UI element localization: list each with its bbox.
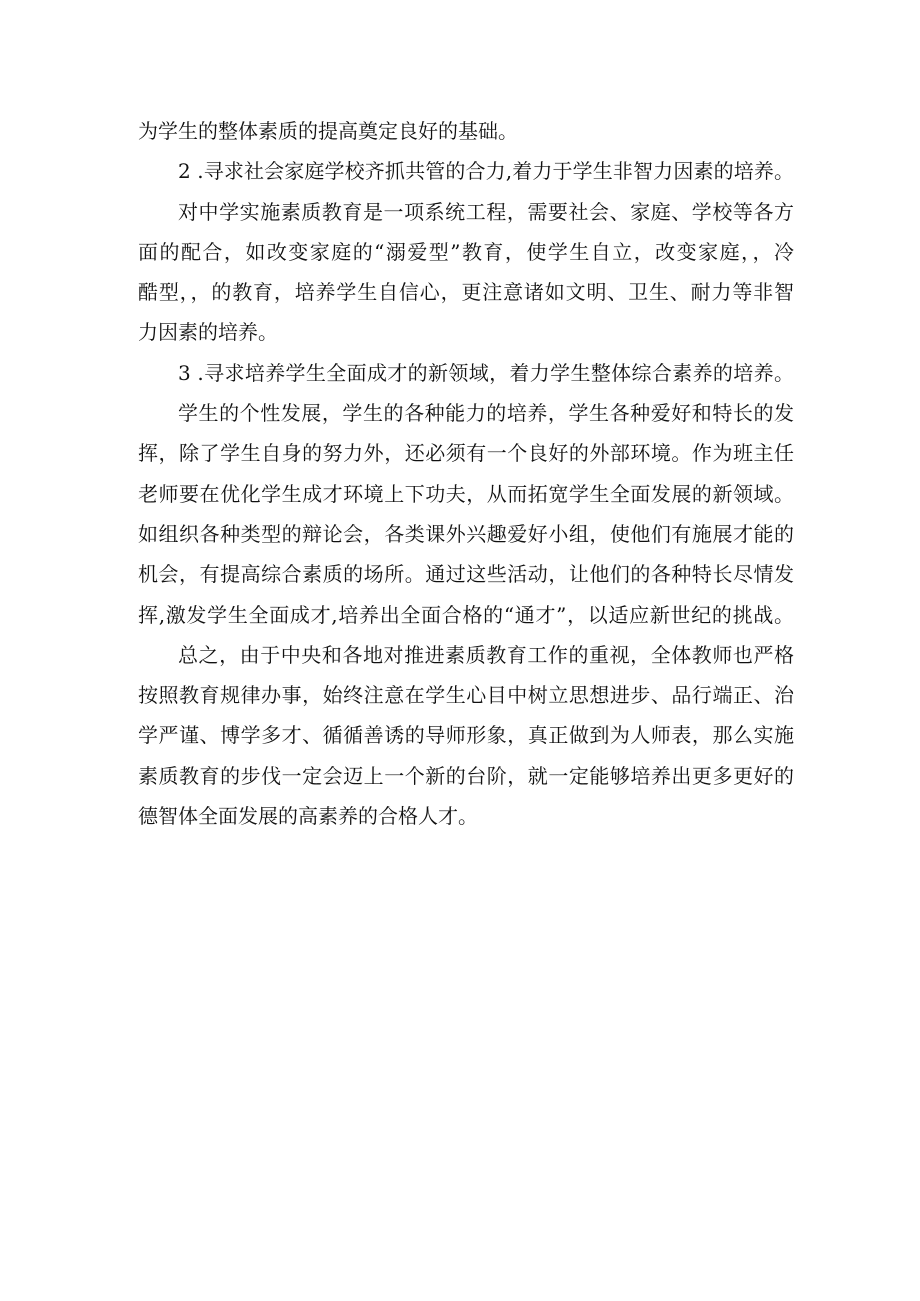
text-line: 素质教育的步伐一定会迈上一个新的台阶，就一定能够培养出更多更好的 [138, 763, 794, 788]
text-line: 挥，除了学生自身的努力外，还必须有一个良好的外部环境。作为班主任 [138, 441, 794, 466]
text-line: 如组织各种类型的辩论会，各类课外兴趣爱好小组，使他们有施展才能的 [138, 521, 794, 546]
text-line: 2 .寻求社会家庭学校齐抓共管的合力,着力于学生非智力因素的培养。 [178, 159, 794, 184]
text-line: 面的配合，如改变家庭的“溺爱型”教育，使学生自立，改变家庭，，冷 [138, 239, 794, 264]
text-line: 总之，由于中央和各地对推进素质教育工作的重视，全体教师也严格 [178, 642, 794, 667]
text-line: 力因素的培养。 [138, 320, 278, 345]
text-line: 按照教育规律办事，始终注意在学生心目中树立思想进步、品行端正、治 [138, 683, 794, 708]
text-line: 为学生的整体素质的提高奠定良好的基础。 [138, 119, 518, 143]
text-line: 3 .寻求培养学生全面成才的新领域，着力学生整体综合素养的培养。 [178, 360, 794, 385]
text-line: 对中学实施素质教育是一项系统工程，需要社会、家庭、学校等各方 [178, 199, 794, 224]
document-body [138, 111, 794, 836]
text-line: 老师要在优化学生成才环境上下功夫，从而拓宽学生全面发展的新领域。 [138, 481, 794, 506]
text-line: 学严谨、博学多才、循循善诱的导师形象，真正做到为人师表，那么实施 [138, 723, 794, 748]
text-line: 机会，有提高综合素质的场所。通过这些活动，让他们的各种特长尽情发 [138, 562, 794, 587]
text-line: 挥,激发学生全面成才,培养出全面合格的“通才”，以适应新世纪的挑战。 [138, 602, 794, 627]
text-line: 德智体全面发展的高素养的合格人才。 [138, 804, 478, 829]
text-line: 酷型，，的教育，培养学生自信心，更注意诸如文明、卫生、耐力等非智 [138, 280, 794, 305]
text-line: 学生的个性发展，学生的各种能力的培养，学生各种爱好和特长的发 [178, 401, 794, 426]
